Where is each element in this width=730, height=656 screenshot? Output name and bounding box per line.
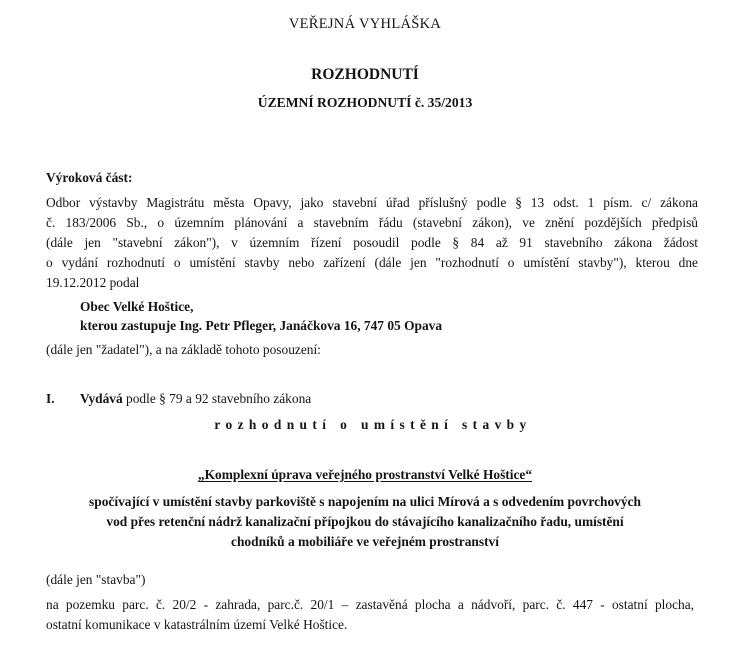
section-heading: Výroková část: [46,170,133,185]
item-text [80,391,311,407]
location-line: ostatní komunikace v katastrálním území Velké Hoštice. [46,617,348,632]
location-line: na pozemku parc. č. 20/2 - zahrada, parc.č. 20/1 – zastavěná plocha a nádvoří, parc. č. 447 - ostatní plocha, [46,597,694,612]
document-title: ROZHODNUTÍ [311,66,419,83]
decision-number: ÚZEMNÍ ROZHODNUTÍ č. 35/2013 [257,95,473,110]
project-description-line: chodníků a mobiliáře ve veřejném prostranství [231,534,499,549]
intro-line: 19.12.2012 podal [46,275,140,290]
project-description-line: vod přes retenční nádrž kanalizační přípojkou do stávajícího kanalizačního řadu, umístění [106,514,624,529]
applicant-representative: kterou zastupuje Ing. Petr Pfleger, Janáčkova 16, 747 05 Opava [80,318,443,333]
item-verb: Vydává [80,391,123,406]
stavba-note: (dále jen "stavba") [46,572,146,587]
intro-line: č. 183/2006 Sb., o územním plánování a stavebním řádu (stavební zákon), ve znění pozdějších předpisů [46,215,698,230]
decision-spaced: rozhodnutí o umístění stavby [214,417,532,432]
item-rest: podle § 79 a 92 stavebního zákona [122,391,312,406]
project-description-line: spočívající v umístění stavby parkoviště s napojením na ulici Mírová a s odvedením povrchových [89,494,641,509]
intro-line: (dále jen "stavební zákon"), v územním řízení posoudil podle § 84 až 91 stavebního zákona žádost [46,235,698,250]
public-notice-heading: VEŘEJNÁ VYHLÁŠKA [288,16,442,32]
applicant-name: Obec Velké Hoštice, [80,299,194,314]
project-name: „Komplexní úprava veřejného prostranství Velké Hoštice“ [197,467,533,482]
intro-line: o vydání rozhodnutí o umístění stavby nebo zařízení (dále jen "rozhodnutí o umístění stavby"), kterou dne [46,255,698,270]
intro-line: Odbor výstavby Magistrátu města Opavy, jako stavební úřad příslušný podle § 13 odst. 1 písm. c/ zákona [46,195,698,210]
applicant-note: (dále jen "žadatel"), a na základě tohoto posouzení: [46,342,321,357]
item-number: I. [46,391,55,406]
